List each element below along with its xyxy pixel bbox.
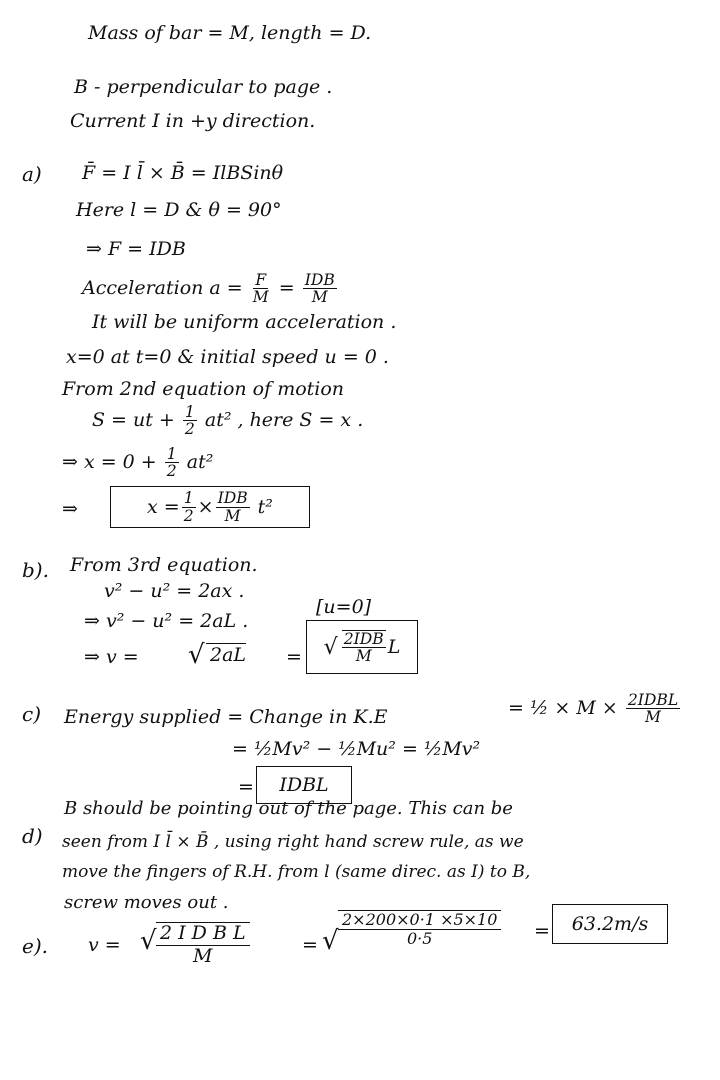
- header-line-mass-length: Mass of bar = M, length = D.: [88, 22, 372, 44]
- part-c-times-m: = ½ × M ×: [508, 696, 618, 719]
- part-a-s-formula: [92, 404, 363, 438]
- root-2al: 2aL: [206, 643, 246, 666]
- boxed-position-result: [110, 486, 310, 528]
- boxed-velocity-result: [306, 620, 418, 674]
- part-a-here-line: Here l = D & θ = 90°: [76, 199, 282, 221]
- fraction-numerator: 1: [183, 489, 194, 508]
- part-a-force-result: ⇒ F = IDB: [86, 238, 186, 260]
- fraction-denominator: M: [193, 944, 213, 967]
- fraction-denominator: M: [252, 288, 269, 307]
- fraction-denominator: 2: [166, 462, 177, 481]
- part-d-line-3: move the fingers of R.H. from l (same direc. as I) to B,: [62, 862, 531, 882]
- fraction-idb-over-m: [303, 272, 337, 306]
- square-root-icon: √: [322, 926, 339, 956]
- square-root-icon: √: [188, 640, 205, 670]
- part-a-x-formula: [62, 446, 213, 480]
- fraction-half: [183, 404, 197, 438]
- fraction-numerator: IDB: [304, 271, 335, 289]
- part-a-equation-of-motion: From 2nd equation of motion: [62, 378, 345, 400]
- part-d-label: d): [22, 824, 43, 848]
- fraction-half: [165, 446, 179, 480]
- fraction-numerator: IDB: [217, 489, 248, 508]
- header-line-field: B - perpendicular to page .: [74, 76, 333, 98]
- part-a-label: a): [22, 162, 42, 186]
- fraction-numerator: 1: [184, 403, 195, 421]
- fraction-denominator: 2: [184, 420, 195, 439]
- fraction-numerator: 2IDBL: [627, 691, 679, 709]
- part-a-acceleration-line: [82, 272, 339, 306]
- part-d-line-4: screw moves out .: [64, 892, 229, 913]
- fraction-denominator: 2: [183, 506, 194, 525]
- part-a-initial-line: x=0 at t=0 & initial speed u = 0 .: [66, 346, 389, 368]
- fraction-numerator: 2 I D B L: [156, 923, 250, 946]
- part-e-label: e).: [22, 934, 48, 958]
- part-c-equals: =: [238, 776, 254, 798]
- part-e-symbolic-fraction: [156, 922, 250, 968]
- x-formula-right: at²: [186, 450, 214, 473]
- fraction-denominator: M: [224, 506, 241, 525]
- boxed-energy-result: IDBL: [256, 766, 352, 804]
- part-b-u-zero-note: [u=0]: [316, 596, 372, 618]
- part-e-numeric-fraction: [338, 910, 501, 949]
- part-b-third-equation: From 3rd equation.: [70, 554, 258, 576]
- fraction-denominator: 0·5: [406, 929, 433, 949]
- square-root-icon: √: [323, 634, 338, 660]
- fraction-f-over-m: [251, 272, 271, 306]
- implies-arrow: ⇒: [62, 498, 78, 520]
- fraction-2idbl-over-m: [156, 922, 250, 968]
- part-d-line-1: B should be pointing out of the page. This can be: [64, 798, 513, 819]
- part-e-equals-1: =: [302, 934, 318, 956]
- boxed-t-squared: t²: [257, 496, 273, 518]
- part-c-energy-right: [508, 692, 682, 726]
- boxed-final-answer: 63.2m/s: [552, 904, 668, 944]
- part-b-equals: =: [286, 646, 302, 668]
- part-a-force-formula: F̄ = I l̄ × B̄ = IlBSinθ: [82, 162, 284, 184]
- fraction-numerator: 2IDB: [343, 629, 384, 648]
- fraction-numerator: 2×200×0·1 ×5×10: [338, 911, 501, 930]
- acceleration-label: Acceleration a =: [82, 276, 243, 299]
- equals-sign: =: [278, 276, 295, 299]
- s-formula-left: S = ut +: [92, 408, 175, 431]
- boxed-x-left: x =: [147, 496, 180, 518]
- part-c-energy-line: Energy supplied = Change in K.E: [64, 706, 388, 728]
- x-formula-left: ⇒ x = 0 +: [62, 450, 157, 473]
- fraction-2idbl-over-m: [626, 692, 680, 726]
- part-b-label: b).: [22, 558, 49, 582]
- header-line-current: Current I in +y direction.: [70, 110, 316, 132]
- part-a-uniform-line: It will be uniform acceleration .: [92, 311, 397, 333]
- part-c-kinetic-energy-expansion: = ½Mv² − ½Mu² = ½Mv²: [232, 738, 481, 760]
- s-formula-right: at² , here S = x .: [204, 408, 364, 431]
- fraction-denominator: M: [355, 647, 372, 665]
- fraction-numeric: [338, 910, 501, 949]
- fraction-numerator: 1: [166, 445, 177, 463]
- square-root-icon: √: [140, 926, 157, 956]
- times-sign: ×: [197, 496, 214, 518]
- fraction-2idb-over-m: [342, 630, 386, 665]
- part-e-equals-2: =: [534, 920, 550, 942]
- boxed-l: L: [387, 636, 401, 658]
- part-d-line-2: seen from I l̄ × B̄ , using right hand screw rule, as we: [62, 832, 524, 852]
- fraction-denominator: M: [645, 708, 661, 727]
- fraction-half: [182, 490, 196, 524]
- part-e-v-equals: v =: [88, 934, 121, 956]
- fraction-denominator: M: [311, 288, 328, 307]
- fraction-numerator: F: [255, 271, 267, 289]
- part-b-v-squared: v² − u² = 2ax .: [104, 580, 245, 602]
- fraction-idb-over-m: [216, 490, 250, 524]
- part-b-v-squared-l: ⇒ v² − u² = 2aL .: [84, 610, 249, 632]
- part-c-label: c): [22, 702, 42, 726]
- part-b-v-result-left: ⇒ v =: [84, 646, 139, 668]
